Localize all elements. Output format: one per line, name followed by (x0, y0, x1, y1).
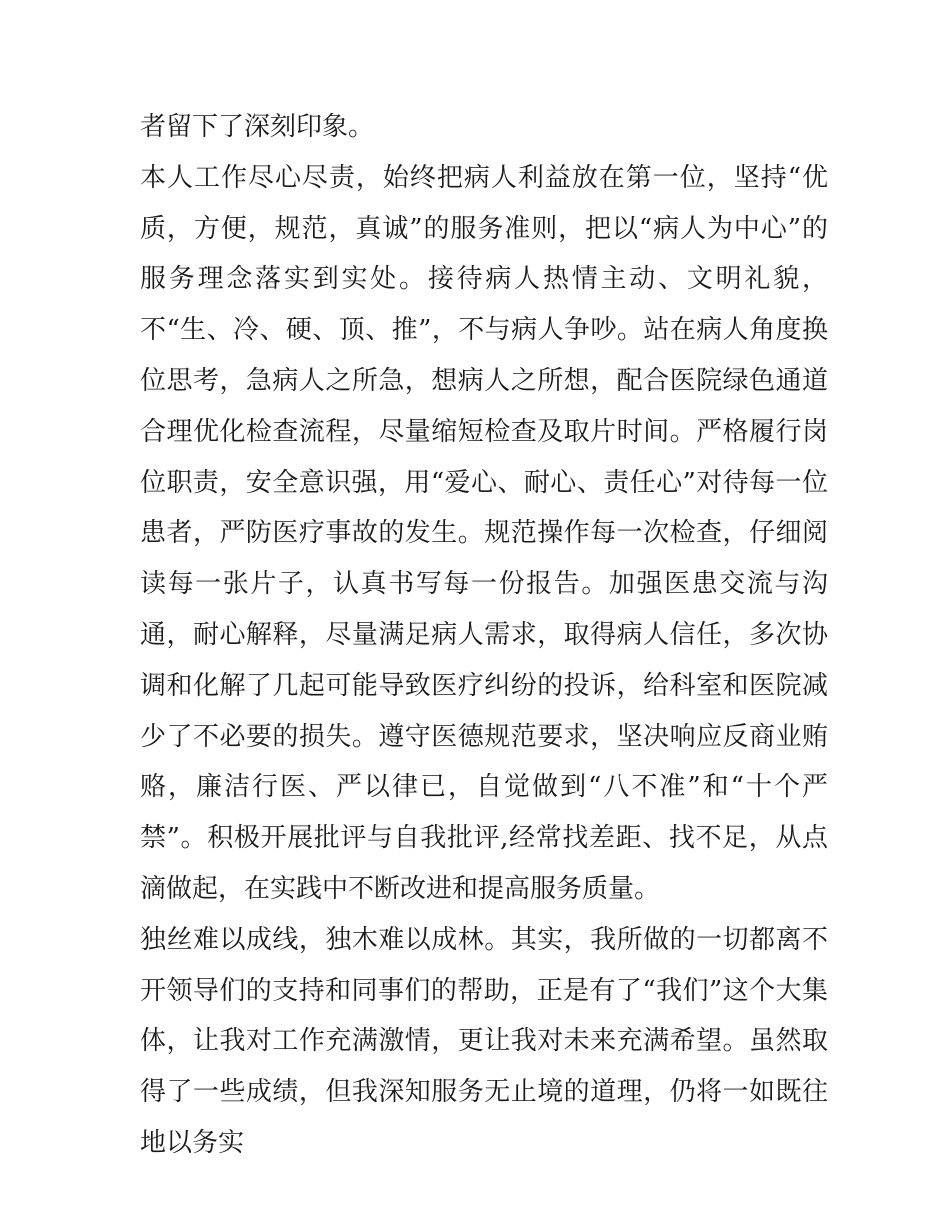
paragraph-2: 本人工作尽心尽责，始终把病人利益放在第一位，坚持“优质，方便，规范，真诚”的服务准则，把以“病人为中心”的服务理念落实到实处。接待病人热情主动、文明礼貌，不“生、冷、硬、顶、推”，不与病人争吵。站在病人角度换位思考，急病人之所急，想病人之所想，配合医院绿色通道合理优化检查流程，尽量缩短检查及取片时间。严格履行岗位职责，安全意识强，用“爱心、耐心、责任心”对待每一位患者，严防医疗事故的发生。规范操作每一次检查，仔细阅读每一张片子，认真书写每一份报告。加强医患交流与沟通，耐心解释，尽量满足病人需求，取得病人信任，多次协调和化解了几起可能导致医疗纠纷的投诉，给科室和医院减少了不必要的损失。遵守医德规范要求，坚决响应反商业贿赂，廉洁行医、严以律已，自觉做到“八不准”和“十个严禁”。积极开展批评与自我批评,经常找差距、找不足，从点滴做起，在实践中不断改进和提高服务质量。 (140, 162, 828, 904)
document-text-block (140, 102, 828, 1169)
paragraph-1: 者留下了深刻印象。 (140, 112, 375, 142)
paragraph-3: 独丝难以成线，独木难以成林。其实，我所做的一切都离不开领导们的支持和同事们的帮助，正是有了“我们”这个大集体，让我对工作充满激情，更让我对未来充满希望。虽然取得了一些成绩，但我深知服务无止境的道理，仍将一如既往地以务实 (140, 924, 828, 1158)
